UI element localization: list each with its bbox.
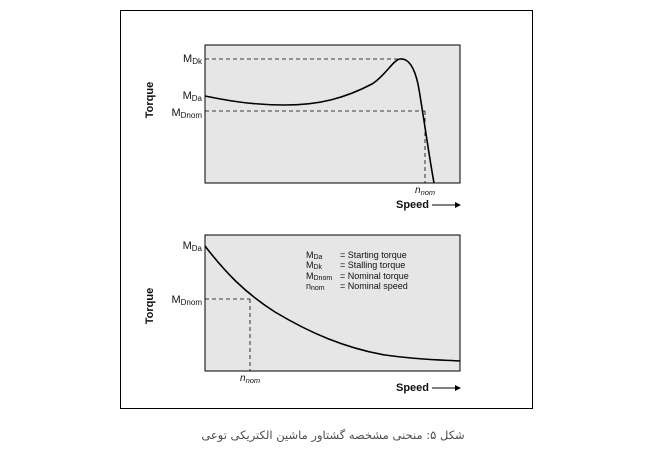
legend-item: MDnom — [306, 271, 333, 282]
legend-text: = Stalling torque — [340, 260, 406, 270]
legend-item: MDk — [306, 260, 323, 271]
legend-text: = Nominal torque — [340, 271, 409, 281]
bottom-xlabel: Speed — [396, 382, 430, 394]
legend-text: = Nominal speed — [340, 281, 408, 291]
legend-text: = Starting torque — [340, 250, 407, 260]
bottom-plot-area — [205, 235, 460, 371]
bottom-label-mda: MDa — [182, 240, 202, 253]
legend-item: MDa — [306, 250, 323, 261]
label-mdk: MDk — [183, 53, 202, 66]
bottom-label-nnom: $n_{nom}$ — [240, 373, 261, 385]
label-mda: MDa — [182, 90, 202, 103]
label-mdnom: MDnom — [171, 107, 202, 120]
figure-caption: شکل ۵: منحنی مشخصه گشتاور ماشین الکتریکی توعی — [201, 428, 465, 442]
bottom-ylabel: Torque — [144, 287, 156, 325]
top-xlabel: Speed — [396, 199, 430, 211]
legend-item: nnom — [306, 281, 325, 292]
top-ylabel: Torque — [144, 81, 156, 119]
label-nnom: $n_{nom}$ — [415, 185, 436, 197]
top-plot-area — [205, 45, 460, 183]
bottom-label-mdnom: MDnom — [171, 294, 202, 307]
